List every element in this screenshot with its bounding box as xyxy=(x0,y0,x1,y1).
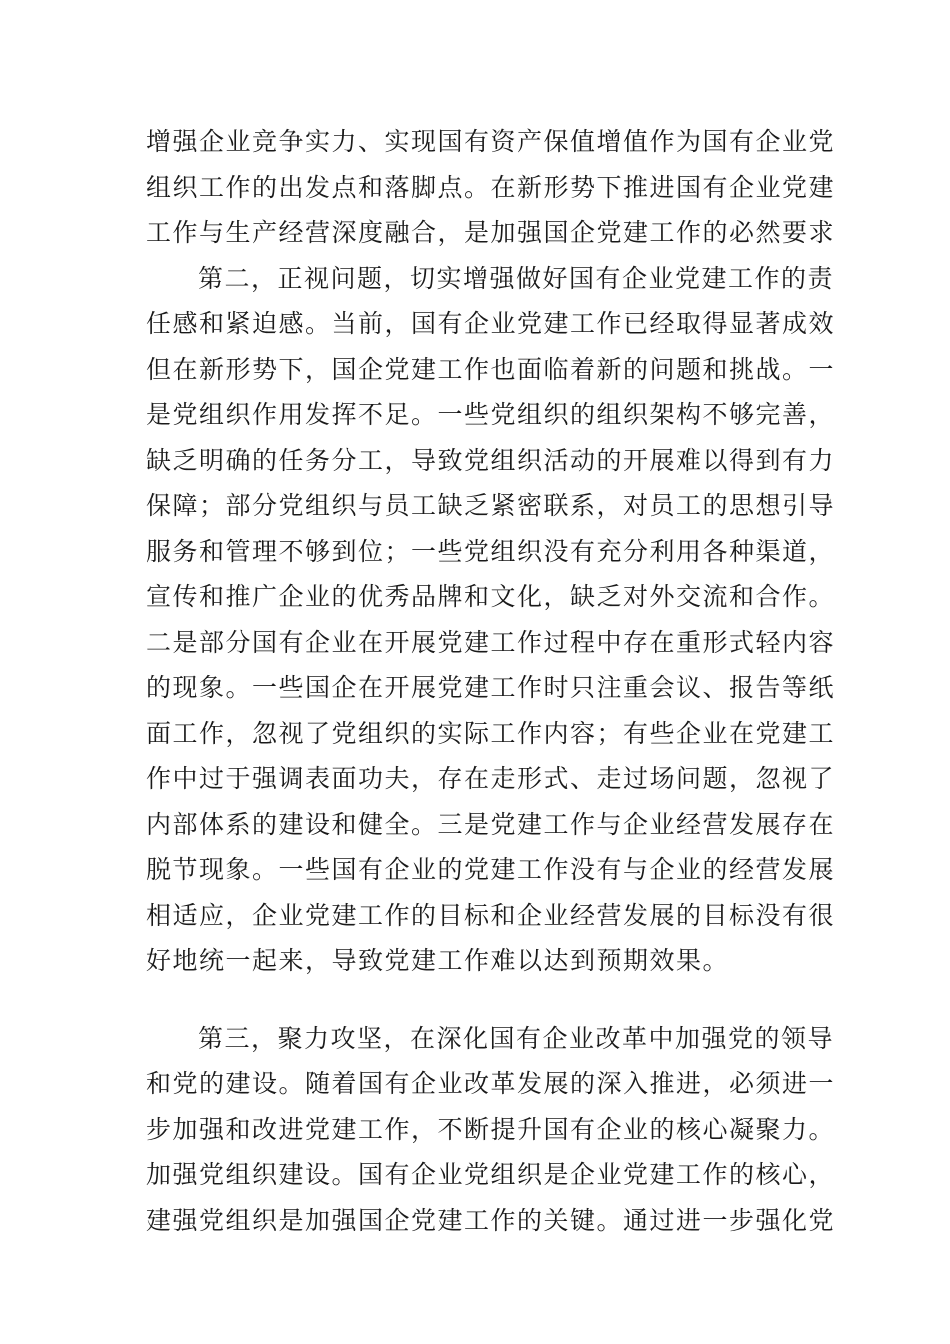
text-line: 建强党组织是加强国企党建工作的关键。通过进一步强化党 xyxy=(146,1205,836,1235)
text-line: 宣传和推广企业的优秀品牌和文化，缺乏对外交流和合作。 xyxy=(146,582,836,611)
text-line: 相适应，企业党建工作的目标和企业经营发展的目标没有很 xyxy=(146,900,836,930)
text-line: 组织工作的出发点和落脚点。在新形势下推进国有企业党建 xyxy=(146,172,836,202)
text-line: 保障；部分党组织与员工缺乏紧密联系，对员工的思想引导 xyxy=(146,491,836,520)
text-line: 脱节现象。一些国有企业的党建工作没有与企业的经营发展 xyxy=(146,855,836,884)
text-line: 好地统一起来，导致党建工作难以达到预期效果。 xyxy=(146,946,730,975)
text-line: 第三，聚力攻坚，在深化国有企业改革中加强党的领导 xyxy=(198,1023,835,1053)
text-line: 二是部分国有企业在开展党建工作过程中存在重形式轻内容 xyxy=(146,627,836,657)
text-line: 的现象。一些国企在开展党建工作时只注重会议、报告等纸 xyxy=(146,673,836,702)
text-line: 但在新形势下，国企党建工作也面临着新的问题和挑战。一 xyxy=(146,354,836,384)
text-line: 缺乏明确的任务分工，导致党组织活动的开展难以得到有力 xyxy=(146,445,836,475)
paragraph-gap xyxy=(146,984,826,1016)
text-line: 加强党组织建设。国有企业党组织是企业党建工作的核心， xyxy=(146,1160,836,1189)
text-line: 增强企业竞争实力、实现国有资产保值增值作为国有企业党 xyxy=(146,127,836,156)
text-line: 服务和管理不够到位；一些党组织没有充分利用各种渠道， xyxy=(146,536,836,566)
text-line: 面工作，忽视了党组织的实际工作内容；有些企业在党建工 xyxy=(146,718,836,748)
text-line: 任感和紧迫感。当前，国有企业党建工作已经取得显著成效 xyxy=(146,309,836,338)
document-body xyxy=(146,119,836,1243)
paragraph-2 xyxy=(146,256,836,984)
text-line: 步加强和改进党建工作，不断提升国有企业的核心凝聚力。 xyxy=(146,1114,836,1144)
text-line: 内部体系的建设和健全。三是党建工作与企业经营发展存在 xyxy=(146,809,836,839)
text-line: 是党组织作用发挥不足。一些党组织的组织架构不够完善， xyxy=(146,400,836,429)
text-line: 作中过于强调表面功夫，存在走形式、走过场问题，忽视了 xyxy=(146,764,836,793)
text-line: 第二，正视问题，切实增强做好国有企业党建工作的责 xyxy=(198,263,835,293)
text-line: 和党的建设。随着国有企业改革发展的深入推进，必须进一 xyxy=(146,1069,836,1098)
paragraph-3 xyxy=(146,1016,836,1244)
text-line: 工作与生产经营深度融合，是加强国企党建工作的必然要求 xyxy=(146,218,836,247)
paragraph-1 xyxy=(146,119,836,256)
